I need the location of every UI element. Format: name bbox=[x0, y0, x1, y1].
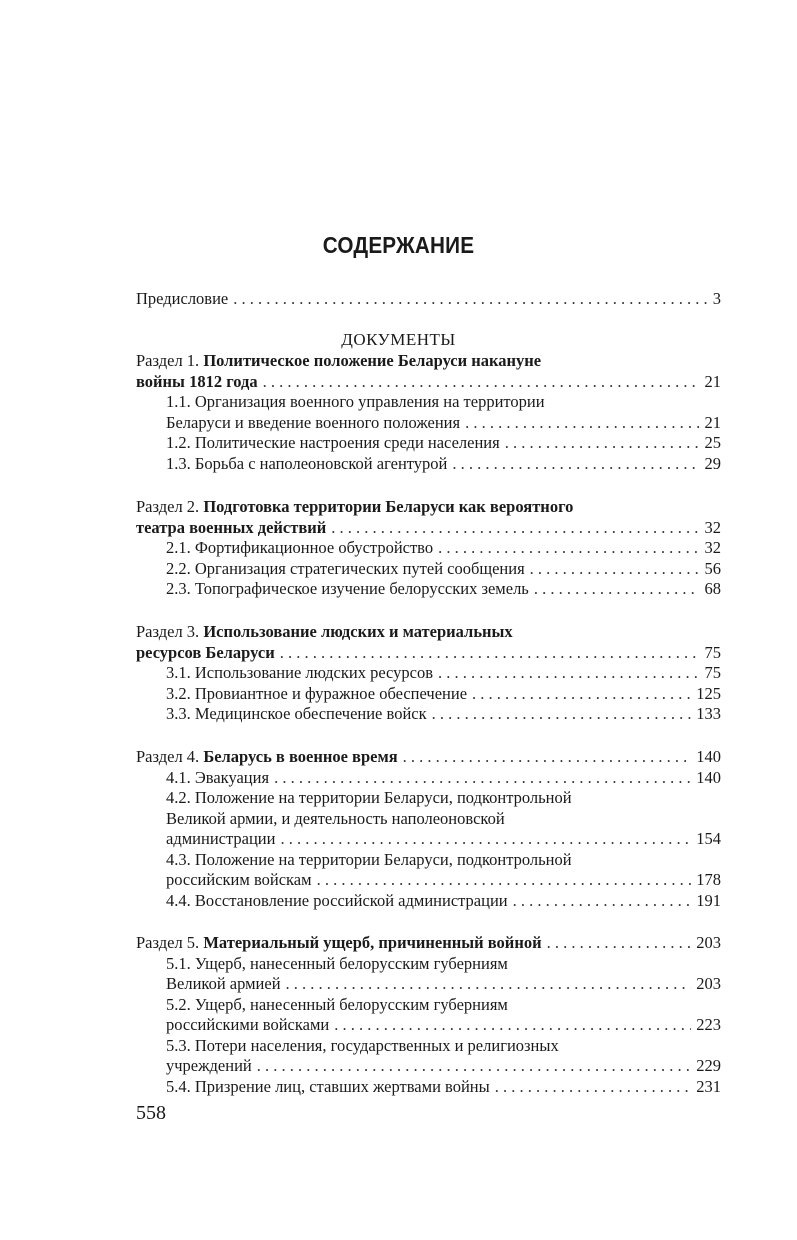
subsection-title: учреждений bbox=[166, 1056, 252, 1075]
toc-page-number: 75 bbox=[704, 642, 721, 662]
subsection-entry bbox=[166, 787, 721, 809]
subsection-title: 2.2. Организация стратегических путей сообщения bbox=[166, 558, 525, 578]
subsection-title: 3.2. Провиантное и фуражное обеспечение bbox=[166, 683, 468, 703]
section-title: Использование людских и материальных bbox=[203, 622, 513, 641]
dot-leader bbox=[334, 1014, 691, 1036]
toc-page-number: 29 bbox=[704, 453, 721, 473]
subsection-entry bbox=[166, 453, 721, 475]
dot-leader bbox=[452, 453, 699, 475]
section-title: Подготовка территории Беларуси как вероятного bbox=[203, 497, 574, 516]
section-title-cont: ресурсов Беларуси bbox=[136, 642, 275, 662]
section-heading bbox=[136, 621, 721, 643]
section-prefix: Раздел 2. bbox=[136, 497, 200, 516]
section-heading-cont bbox=[136, 517, 721, 539]
subsection-entry-cont bbox=[166, 1014, 721, 1036]
subsection-title: 4.2. Положение на территории Беларуси, подконтрольной bbox=[166, 788, 572, 807]
dot-leader bbox=[438, 537, 699, 559]
subsection-title: 2.1. Фортификационное обустройство bbox=[166, 538, 434, 557]
subsection-entry bbox=[166, 849, 721, 871]
subsection-entry bbox=[166, 662, 721, 684]
toc-page-number: 178 bbox=[696, 870, 721, 889]
section-title: Материальный ущерб, причиненный войной bbox=[203, 933, 542, 952]
section-heading bbox=[136, 350, 721, 372]
subsection-entry bbox=[166, 683, 721, 705]
section-heading bbox=[136, 932, 721, 954]
subsection-entry bbox=[166, 890, 721, 912]
subsection-title: 3.1. Использование людских ресурсов bbox=[166, 663, 434, 682]
toc-page-number: 125 bbox=[696, 683, 721, 703]
dot-leader bbox=[263, 371, 700, 393]
dot-leader bbox=[432, 703, 692, 725]
subsection-title: 1.3. Борьба с наполеоновской агентурой bbox=[166, 453, 448, 473]
toc-entry-label: Предисловие bbox=[136, 289, 229, 308]
section-title: Беларусь в военное время bbox=[203, 747, 398, 766]
dot-leader bbox=[280, 828, 691, 850]
toc-page-number: 140 bbox=[696, 747, 721, 766]
toc-entry-preface bbox=[136, 288, 721, 310]
page-title: СОДЕРЖАНИЕ bbox=[322, 232, 475, 258]
subsection-entry bbox=[166, 432, 721, 454]
subsection-entry-cont bbox=[166, 808, 721, 830]
section-title-cont: войны 1812 года bbox=[136, 371, 258, 391]
toc-page-number: 21 bbox=[704, 371, 721, 391]
page-number: 558 bbox=[136, 1102, 166, 1124]
subsection-title: 1.1. Организация военного управления на территории bbox=[166, 392, 545, 411]
subsection-title: 4.3. Положение на территории Беларуси, подконтрольной bbox=[166, 849, 572, 869]
dot-leader bbox=[233, 288, 708, 310]
subsection-title: администрации bbox=[166, 829, 276, 848]
subsection-entry-cont bbox=[166, 1055, 721, 1077]
dot-leader bbox=[530, 558, 700, 580]
section-prefix: Раздел 5. bbox=[136, 933, 200, 952]
dot-leader bbox=[465, 412, 699, 434]
dot-leader bbox=[513, 890, 692, 912]
toc-page-number: 25 bbox=[704, 433, 721, 452]
subsection-entry-cont bbox=[166, 412, 721, 434]
toc-page-number: 223 bbox=[696, 1015, 721, 1034]
subsection-entry bbox=[166, 1076, 721, 1098]
subsection-title: 4.4. Восстановление российской администрации bbox=[166, 890, 508, 910]
toc-page-number: 133 bbox=[696, 704, 721, 723]
dot-leader bbox=[286, 973, 692, 995]
section-title: Политическое положение Беларуси накануне bbox=[203, 351, 542, 370]
subsection-entry-cont bbox=[166, 869, 721, 891]
toc-page-number: 56 bbox=[704, 558, 721, 578]
subsection-entry bbox=[166, 953, 721, 975]
toc-page-number: 68 bbox=[704, 579, 721, 598]
dot-leader bbox=[274, 767, 691, 789]
subsection-title: 5.4. Призрение лиц, ставших жертвами войны bbox=[166, 1076, 490, 1096]
subsection-title: 2.3. Топографическое изучение белорусских земель bbox=[166, 579, 529, 598]
subsection-title: 5.1. Ущерб, нанесенный белорусским губерниям bbox=[166, 953, 508, 973]
dot-leader bbox=[280, 642, 700, 664]
subsection-entry bbox=[166, 1035, 721, 1057]
subsection-entry bbox=[166, 391, 721, 413]
subsection-title: 3.3. Медицинское обеспечение войск bbox=[166, 704, 427, 723]
subsection-title: 5.2. Ущерб, нанесенный белорусским губерниям bbox=[166, 994, 508, 1014]
dot-leader bbox=[257, 1055, 692, 1077]
dot-leader bbox=[317, 869, 692, 891]
toc-page-number: 3 bbox=[712, 289, 721, 308]
subsection-title: российскими войсками bbox=[166, 1015, 330, 1034]
dot-leader bbox=[534, 578, 700, 600]
subsection-title: Беларуси и введение военного положения bbox=[166, 412, 461, 432]
toc-page-number: 191 bbox=[696, 890, 721, 910]
subsection-entry-cont bbox=[166, 828, 721, 850]
subsection-entry bbox=[166, 994, 721, 1016]
section-heading bbox=[136, 746, 721, 768]
subsection-entry bbox=[166, 578, 721, 600]
toc-page-number: 32 bbox=[704, 517, 721, 537]
subsection-title: Великой армией bbox=[166, 974, 281, 993]
toc-page-number: 140 bbox=[696, 767, 721, 787]
dot-leader bbox=[547, 932, 692, 954]
toc-page-number: 203 bbox=[696, 974, 721, 993]
subsection-title: 4.1. Эвакуация bbox=[166, 767, 270, 787]
subsection-entry bbox=[166, 558, 721, 580]
subsection-entry bbox=[166, 703, 721, 725]
section-prefix: Раздел 3. bbox=[136, 622, 200, 641]
subsection-title: Великой армии, и деятельность наполеоновской bbox=[166, 808, 505, 828]
section-prefix: Раздел 1. bbox=[136, 351, 200, 370]
section-heading-cont bbox=[136, 642, 721, 664]
section-prefix: Раздел 4. bbox=[136, 747, 200, 766]
documents-heading: ДОКУМЕНТЫ bbox=[341, 330, 456, 349]
toc-page-number: 32 bbox=[704, 538, 721, 557]
dot-leader bbox=[495, 1076, 692, 1098]
subsection-title: 5.3. Потери населения, государственных и религиозных bbox=[166, 1035, 559, 1055]
dot-leader bbox=[438, 662, 699, 684]
section-title-cont: театра военных действий bbox=[136, 517, 327, 537]
toc-page-number: 21 bbox=[704, 412, 721, 432]
subsection-entry bbox=[166, 537, 721, 559]
subsection-title: 1.2. Политические настроения среди населения bbox=[166, 433, 500, 452]
dot-leader bbox=[331, 517, 699, 539]
toc-page-number: 229 bbox=[696, 1056, 721, 1075]
dot-leader bbox=[505, 432, 700, 454]
toc-page-number: 203 bbox=[696, 933, 721, 952]
subsection-title: российским войскам bbox=[166, 870, 312, 889]
dot-leader bbox=[403, 746, 692, 768]
toc-page-number: 231 bbox=[696, 1076, 721, 1096]
subsection-entry-cont bbox=[166, 973, 721, 995]
toc-page-number: 75 bbox=[704, 663, 721, 682]
section-heading-cont bbox=[136, 371, 721, 393]
toc-page-number: 154 bbox=[696, 829, 721, 848]
subsection-entry bbox=[166, 767, 721, 789]
section-heading bbox=[136, 496, 721, 518]
dot-leader bbox=[472, 683, 691, 705]
